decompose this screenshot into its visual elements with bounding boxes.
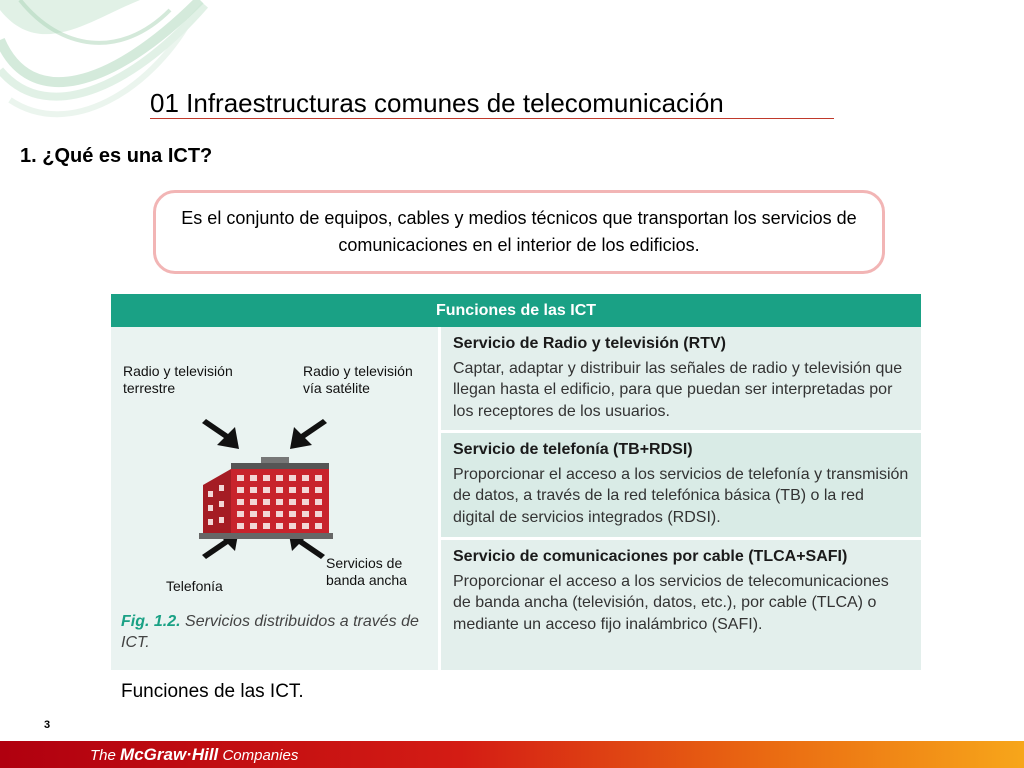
- building-icon: [199, 457, 333, 539]
- arrow-icon: [290, 419, 327, 449]
- definition-text: Es el conjunto de equipos, cables y medios técnicos que transportan los servicios de comunicaciones en el interior de los edificios.: [181, 208, 857, 255]
- figure-caption-below: Funciones de las ICT.: [121, 681, 304, 702]
- service-telefonia: [441, 433, 921, 537]
- definition-box: [153, 190, 885, 274]
- service-title: Servicio de Radio y televisión (RTV): [453, 335, 726, 352]
- service-title: Servicio de comunicaciones por cable (TLCA+SAFI): [453, 548, 848, 565]
- service-cable: [441, 540, 921, 670]
- label-telefonia: Telefonía: [166, 578, 223, 594]
- section-heading: 1. ¿Qué es una ICT?: [20, 145, 213, 167]
- service-rtv: [441, 327, 921, 430]
- label-banda-ancha: Servicios de banda ancha: [326, 555, 407, 588]
- figure-illustration-panel: [111, 327, 438, 670]
- figure-caption: [121, 611, 436, 653]
- ict-functions-figure: [111, 294, 921, 670]
- arrow-icon: [202, 419, 239, 449]
- figure-caption-text: Servicios distribuidos a través de ICT.: [121, 613, 419, 651]
- figure-header: Funciones de las ICT: [111, 294, 921, 327]
- logo-prefix: The: [90, 747, 116, 764]
- title-underline: [150, 118, 834, 119]
- logo-suffix: Companies: [222, 747, 299, 764]
- service-description: Proporcionar el acceso a los servicios de telecomunicaciones de banda ancha (televisión, datos, etc.), por cable (TLCA) o mediante un acceso fijo inalámbrico (SAFI).: [453, 572, 889, 633]
- label-rtv-terrestre: Radio y televisión terrestre: [123, 363, 233, 396]
- publisher-logo: [90, 745, 298, 765]
- service-description: Captar, adaptar y distribuir las señales de radio y televisión que llegan hasta el edificio, para que puedan ser interpretadas por los receptores de los usuarios.: [453, 359, 903, 420]
- slide-title: 01 Infraestructuras comunes de telecomunicación: [150, 88, 724, 118]
- service-description: Proporcionar el acceso a los servicios de telefonía y transmisión de datos, a través de la red telefónica básica (TB) o la red digital de servicios integrados (RDSI).: [453, 465, 909, 526]
- page-number: 3: [44, 719, 51, 731]
- label-rtv-satelite: Radio y televisión vía satélite: [303, 363, 413, 396]
- logo-brand: McGraw·Hill: [120, 745, 219, 764]
- figure-caption-number: Fig. 1.2.: [121, 613, 181, 630]
- service-title: Servicio de telefonía (TB+RDSI): [453, 441, 693, 458]
